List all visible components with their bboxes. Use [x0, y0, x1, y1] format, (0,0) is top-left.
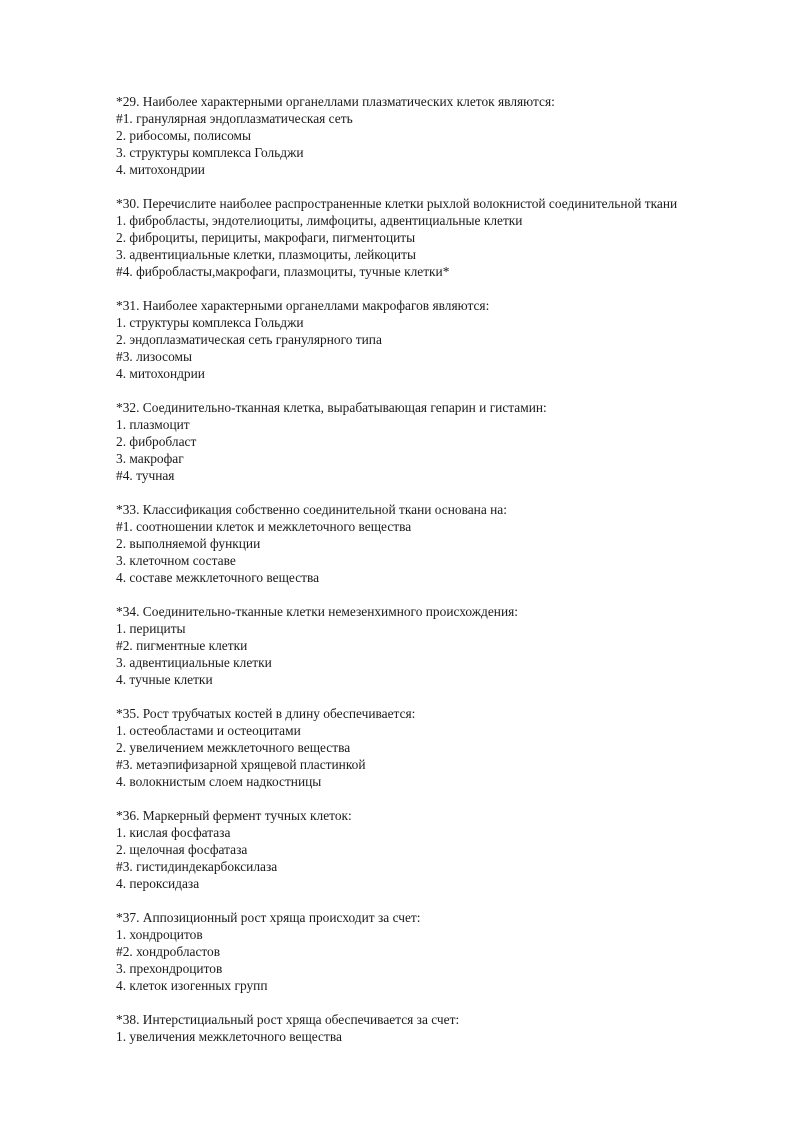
question-text: *33. Классификация собственно соединительной ткани основана на: — [116, 502, 507, 517]
answer-option: 4. составе межклеточного вещества — [116, 570, 320, 585]
question-33 — [116, 501, 760, 586]
question-37 — [116, 909, 760, 994]
question-text: *31. Наиболее характерными органеллами макрофагов являются: — [116, 298, 490, 313]
answer-option: #4. тучная — [116, 468, 175, 483]
answer-option: 2. увеличением межклеточного вещества — [116, 740, 351, 755]
answer-option: 3. структуры комплекса Гольджи — [116, 145, 304, 160]
answer-option: 2. рибосомы, полисомы — [116, 128, 252, 143]
question-36 — [116, 807, 760, 892]
answer-option: 4. клеток изогенных групп — [116, 978, 268, 993]
answer-option: 4. тучные клетки — [116, 672, 213, 687]
question-text: *35. Рост трубчатых костей в длину обеспечивается: — [116, 706, 416, 721]
answer-option: 1. хондроцитов — [116, 927, 203, 942]
question-29 — [116, 93, 760, 178]
question-text: *30. Перечислите наиболее распространенные клетки рыхлой волокнистой соединительной ткани — [116, 196, 678, 211]
answer-option: #3. метаэпифизарной хрящевой пластинкой — [116, 757, 366, 772]
answer-option: 4. митохондрии — [116, 162, 205, 177]
answer-option: 2. фиброциты, перициты, макрофаги, пигментоциты — [116, 230, 416, 245]
answer-option: 1. фибробласты, эндотелиоциты, лимфоциты, адвентициальные клетки — [116, 213, 523, 228]
question-38 — [116, 1011, 760, 1045]
answer-option: #1. соотношении клеток и межклеточного вещества — [116, 519, 412, 534]
answer-option: 1. остеобластами и остеоцитами — [116, 723, 301, 738]
question-text: *37. Аппозиционный рост хряща происходит за счет: — [116, 910, 421, 925]
answer-option: #3. гистидиндекарбоксилаза — [116, 859, 278, 874]
answer-option: 1. структуры комплекса Гольджи — [116, 315, 304, 330]
answer-option: #2. пигментные клетки — [116, 638, 248, 653]
answer-option: #4. фибробласты,макрофаги, плазмоциты, тучные клетки* — [116, 264, 450, 279]
question-30 — [116, 195, 760, 280]
answer-option: 2. выполняемой функции — [116, 536, 261, 551]
answer-option: 3. прехондроцитов — [116, 961, 223, 976]
answer-option: 4. митохондрии — [116, 366, 205, 381]
question-text: *34. Соединительно-тканные клетки немезенхимного происхождения: — [116, 604, 519, 619]
question-text: *36. Маркерный фермент тучных клеток: — [116, 808, 352, 823]
question-34 — [116, 603, 760, 688]
answer-option: 4. пероксидаза — [116, 876, 200, 891]
question-text: *38. Интерстициальный рост хряща обеспечивается за счет: — [116, 1012, 460, 1027]
answer-option: 1. перициты — [116, 621, 186, 636]
question-text: *29. Наиболее характерными органеллами плазматических клеток являются: — [116, 94, 555, 109]
answer-option: 1. кислая фосфатаза — [116, 825, 231, 840]
answer-option: 2. щелочная фосфатаза — [116, 842, 248, 857]
answer-option: 3. адвентициальные клетки, плазмоциты, лейкоциты — [116, 247, 416, 262]
answer-option: 2. фибробласт — [116, 434, 197, 449]
answer-option: 1. увеличения межклеточного вещества — [116, 1029, 342, 1044]
question-35 — [116, 705, 760, 790]
answer-option: 3. клеточном составе — [116, 553, 236, 568]
question-text: *32. Соединительно-тканная клетка, вырабатывающая гепарин и гистамин: — [116, 400, 547, 415]
answer-option: #2. хондробластов — [116, 944, 221, 959]
answer-option: 2. эндоплазматическая сеть гранулярного типа — [116, 332, 382, 347]
answer-option: #3. лизосомы — [116, 349, 193, 364]
answer-option: 4. волокнистым слоем надкостницы — [116, 774, 322, 789]
answer-option: 3. макрофаг — [116, 451, 184, 466]
answer-option: 3. адвентициальные клетки — [116, 655, 272, 670]
answer-option: #1. гранулярная эндоплазматическая сеть — [116, 111, 353, 126]
question-32 — [116, 399, 760, 484]
answer-option: 1. плазмоцит — [116, 417, 190, 432]
question-31 — [116, 297, 760, 382]
